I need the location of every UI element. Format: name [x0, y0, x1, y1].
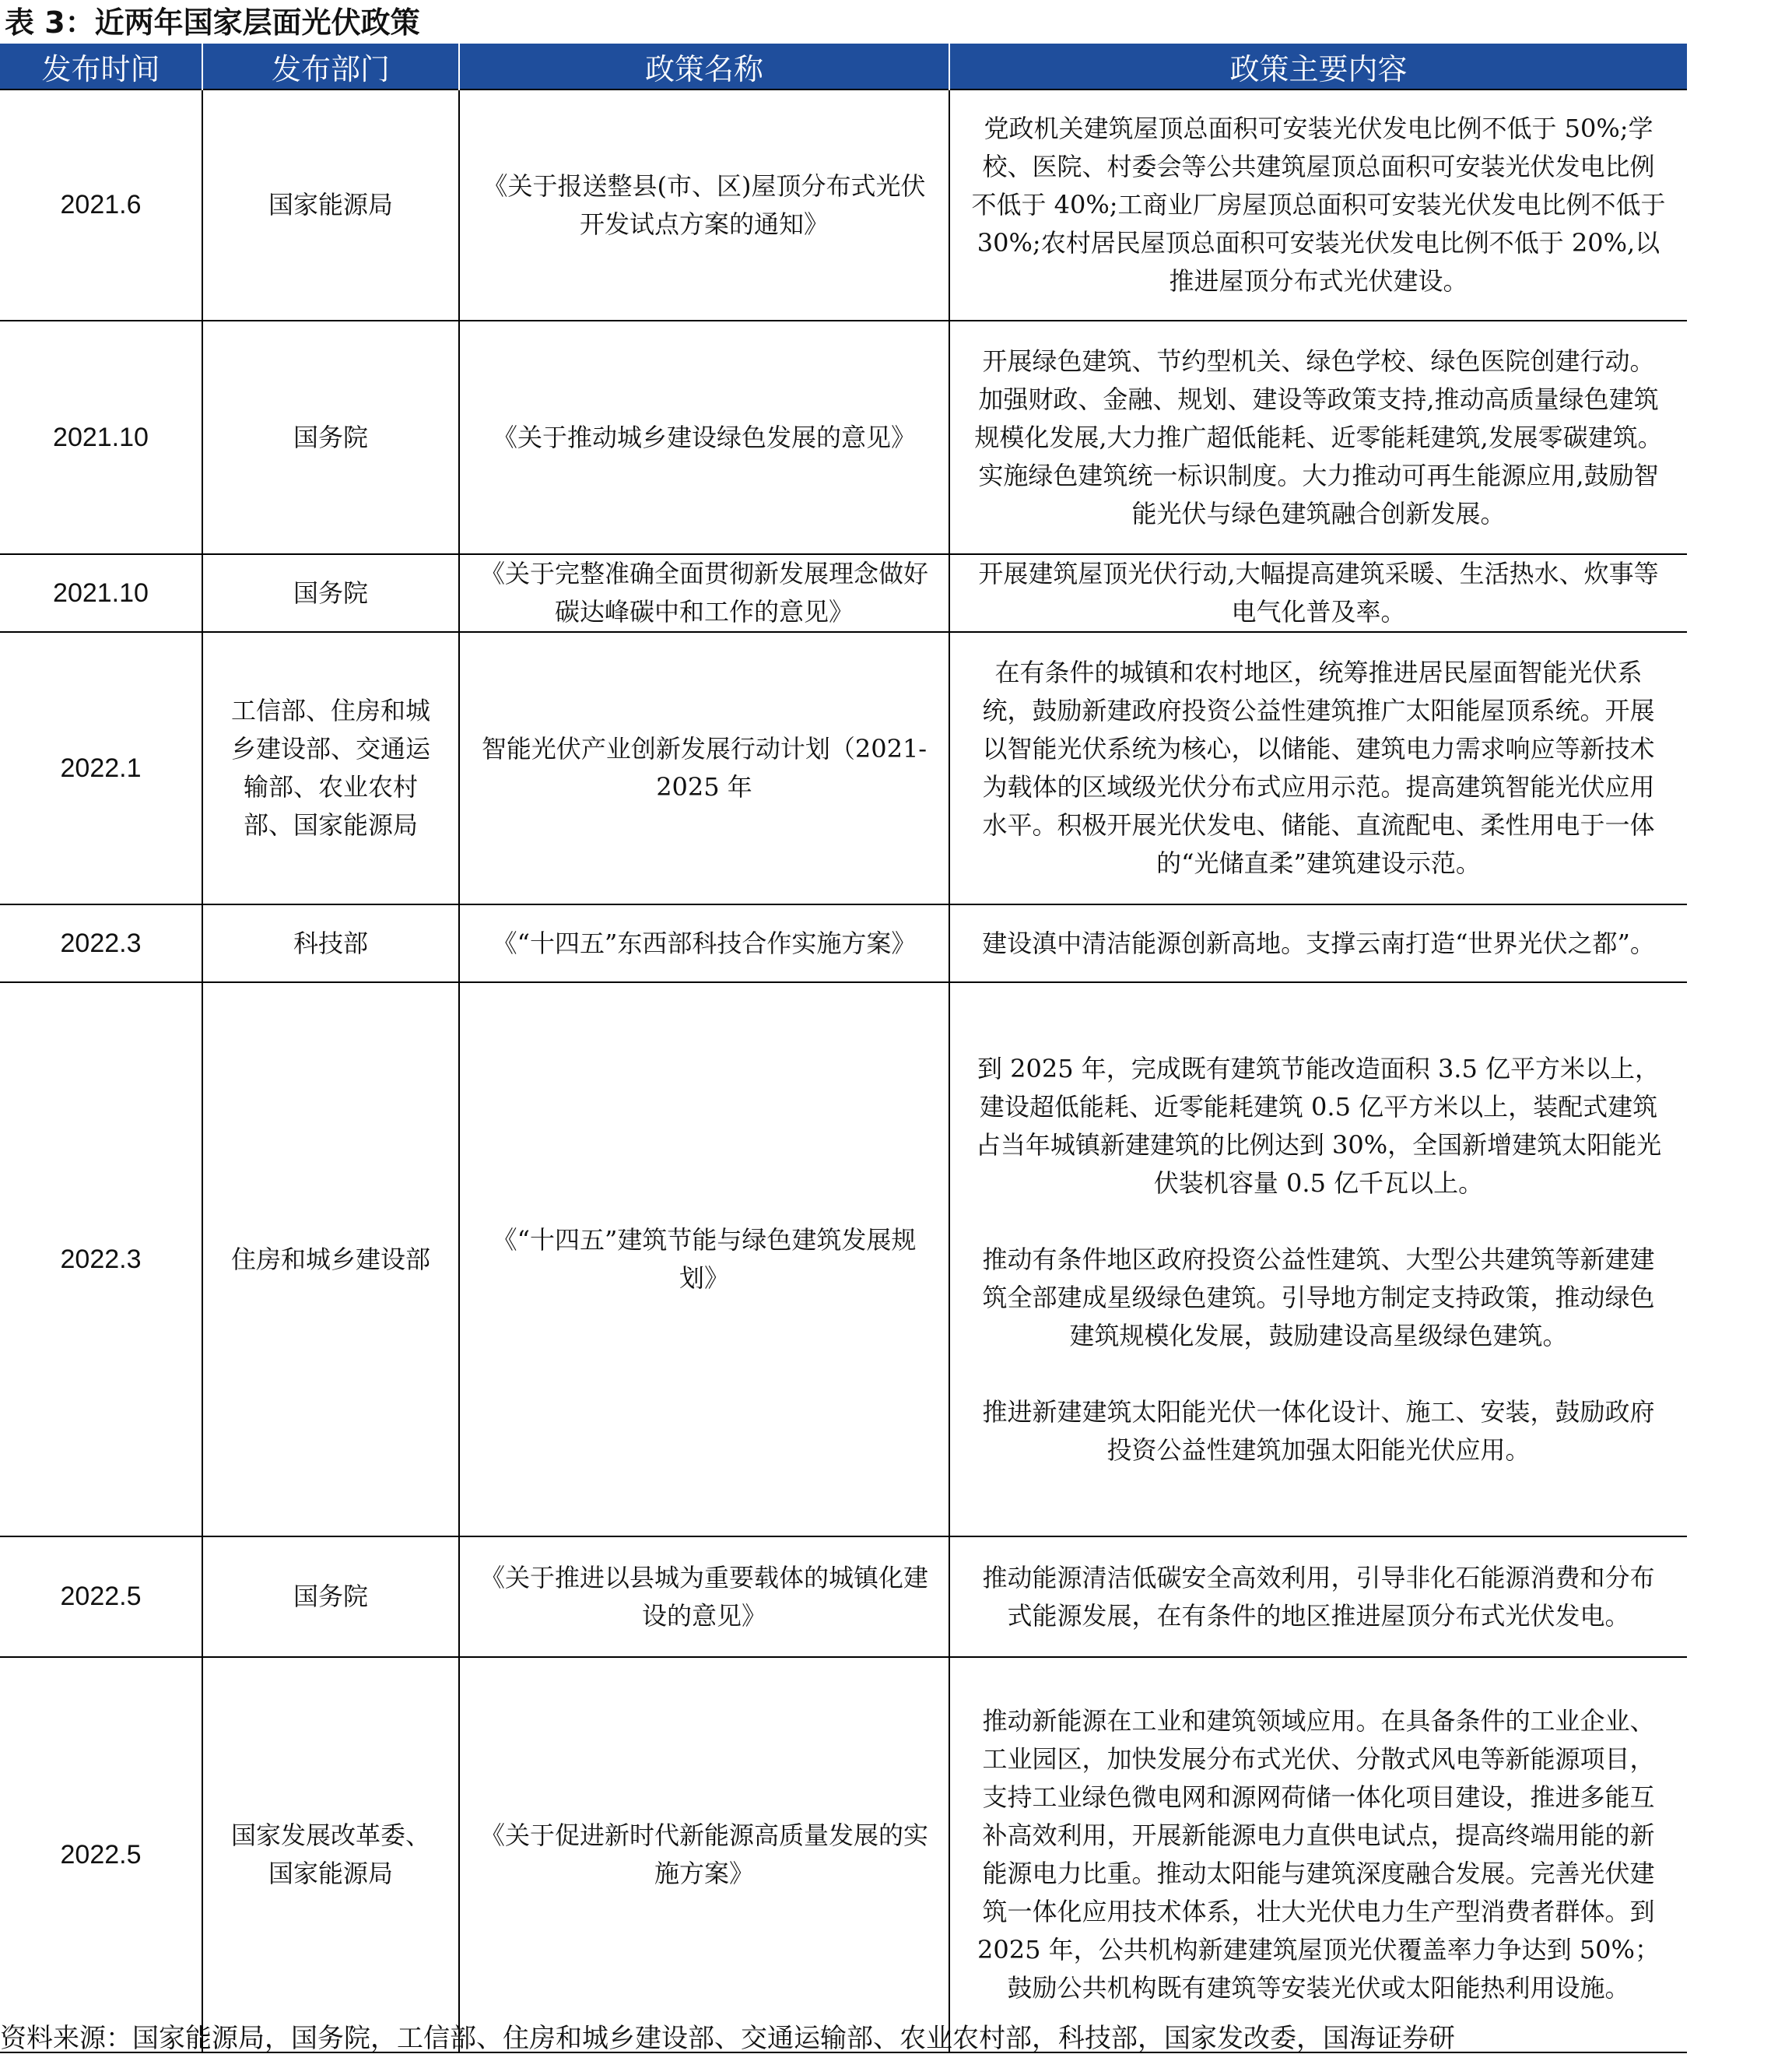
- cell-policy-content: [949, 982, 1687, 1536]
- cell-policy-name: 《关于推进以县城为重要载体的城镇化建设的意见》: [459, 1536, 949, 1657]
- header-policy-content: 政策主要内容: [949, 44, 1687, 90]
- cell-date: 2022.5: [0, 1657, 202, 2052]
- table-row: [0, 554, 1687, 632]
- content-paragraph: 建设滇中清洁能源创新高地。支撑云南打造“世界光伏之都”。: [982, 928, 1655, 958]
- cell-department: 住房和城乡建设部: [202, 982, 459, 1536]
- table-row: [0, 90, 1687, 321]
- table-header-row: [0, 44, 1687, 90]
- cell-department: 国务院: [202, 554, 459, 632]
- content-paragraph: 党政机关建筑屋顶总面积可安装光伏发电比例不低于 50%;学校、医院、村委会等公共建筑屋顶总面积可安装光伏发电比例不低于 40%;工商业厂房屋顶总面积可安装光伏发电比例不低于 30%;农村居民屋顶总面积可安装光伏发电比例不低于 20%,以推进屋顶分布式光伏建设。: [971, 114, 1666, 296]
- cell-date: 2021.10: [0, 554, 202, 632]
- policy-table: [0, 44, 1687, 2053]
- content-paragraph: 推动有条件地区政府投资公益性建筑、大型公共建筑等新建建筑全部建成星级绿色建筑。引导地方制定支持政策，推动绿色建筑规模化发展，鼓励建设高星级绿色建筑。: [982, 1244, 1655, 1350]
- table-row: [0, 1657, 1687, 2052]
- cell-date: 2022.3: [0, 982, 202, 1536]
- cell-date: 2022.1: [0, 632, 202, 904]
- cell-department: 国家发展改革委、国家能源局: [202, 1657, 459, 2052]
- cell-date: 2021.6: [0, 90, 202, 321]
- cell-policy-name: 《“十四五”东西部科技合作实施方案》: [459, 904, 949, 982]
- cell-department: 科技部: [202, 904, 459, 982]
- cell-department: 国务院: [202, 1536, 459, 1657]
- cell-policy-content: [949, 1536, 1687, 1657]
- cell-policy-content: [949, 1657, 1687, 2052]
- cell-date: 2022.3: [0, 904, 202, 982]
- table-row: [0, 982, 1687, 1536]
- cell-policy-name: 《关于报送整县(市、区)屋顶分布式光伏开发试点方案的通知》: [459, 90, 949, 321]
- cell-policy-name: 《关于促进新时代新能源高质量发展的实施方案》: [459, 1657, 949, 2052]
- cell-department: 工信部、住房和城乡建设部、交通运输部、农业农村部、国家能源局: [202, 632, 459, 904]
- cell-date: 2022.5: [0, 1536, 202, 1657]
- cell-policy-name: 《“十四五”建筑节能与绿色建筑发展规划》: [459, 982, 949, 1536]
- cell-policy-content: [949, 904, 1687, 982]
- table-title: 表 3：近两年国家层面光伏政策: [5, 5, 420, 40]
- content-paragraph: 在有条件的城镇和农村地区，统筹推进居民屋面智能光伏系统，鼓励新建政府投资公益性建筑推广太阳能屋顶系统。开展以智能光伏系统为核心，以储能、建筑电力需求响应等新技术为载体的区域级光伏分布式应用示范。提高建筑智能光伏应用水平。积极开展光伏发电、储能、直流配电、柔性用电于一体的“光储直柔”建筑建设示范。: [982, 658, 1655, 878]
- content-paragraph: 开展绿色建筑、节约型机关、绿色学校、绿色医院创建行动。加强财政、金融、规划、建设等政策支持,推动高质量绿色建筑规模化发展,大力推广超低能耗、近零能耗建筑,发展零碳建筑。实施绿色建筑统一标识制度。大力推动可再生能源应用,鼓励智能光伏与绿色建筑融合创新发展。: [974, 346, 1663, 528]
- table-row: [0, 632, 1687, 904]
- cell-policy-name: 《关于完整准确全面贯彻新发展理念做好碳达峰碳中和工作的意见》: [459, 554, 949, 632]
- cell-policy-name: 智能光伏产业创新发展行动计划（2021-2025 年: [459, 632, 949, 904]
- header-policy-name: 政策名称: [459, 44, 949, 90]
- source-note: 资料来源：国家能源局，国务院，工信部、住房和城乡建设部、交通运输部、农业农村部，科技部，国家发改委，国海证券研: [0, 2023, 1455, 2054]
- table-row: [0, 1536, 1687, 1657]
- content-paragraph: 开展建筑屋顶光伏行动,大幅提高建筑采暖、生活热水、炊事等电气化普及率。: [978, 559, 1659, 627]
- header-department: 发布部门: [202, 44, 459, 90]
- cell-policy-name: 《关于推动城乡建设绿色发展的意见》: [459, 321, 949, 554]
- content-paragraph: 推动能源清洁低碳安全高效利用，引导非化石能源消费和分布式能源发展，在有条件的地区推进屋顶分布式光伏发电。: [982, 1562, 1655, 1631]
- cell-policy-content: [949, 632, 1687, 904]
- cell-policy-content: [949, 321, 1687, 554]
- cell-date: 2021.10: [0, 321, 202, 554]
- cell-department: 国家能源局: [202, 90, 459, 321]
- content-paragraph: 推进新建建筑太阳能光伏一体化设计、施工、安装，鼓励政府投资公益性建筑加强太阳能光伏应用。: [982, 1396, 1655, 1465]
- table-row: [0, 904, 1687, 982]
- cell-policy-content: [949, 90, 1687, 321]
- cell-department: 国务院: [202, 321, 459, 554]
- content-paragraph: 推动新能源在工业和建筑领域应用。在具备条件的工业企业、工业园区，加快发展分布式光伏、分散式风电等新能源项目，支持工业绿色微电网和源网荷储一体化项目建设，推进多能互补高效利用，开展新能源电力直供电试点，提高终端用能的新能源电力比重。推动太阳能与建筑深度融合发展。完善光伏建筑一体化应用技术体系，壮大光伏电力生产型消费者群体。到 2025 年，公共机构新建建筑屋顶光伏覆盖率力争达到 50%；鼓励公共机构既有建筑等安装光伏或太阳能热利用设施。: [977, 1706, 1660, 2003]
- cell-policy-content: [949, 554, 1687, 632]
- table-row: [0, 321, 1687, 554]
- header-date: 发布时间: [0, 44, 202, 90]
- content-paragraph: 到 2025 年，完成既有建筑节能改造面积 3.5 亿平方米以上，建设超低能耗、近零能耗建筑 0.5 亿平方米以上，装配式建筑占当年城镇新建建筑的比例达到 30%，全国新增建筑太阳能光伏装机容量 0.5 亿千瓦以上。: [975, 1053, 1662, 1198]
